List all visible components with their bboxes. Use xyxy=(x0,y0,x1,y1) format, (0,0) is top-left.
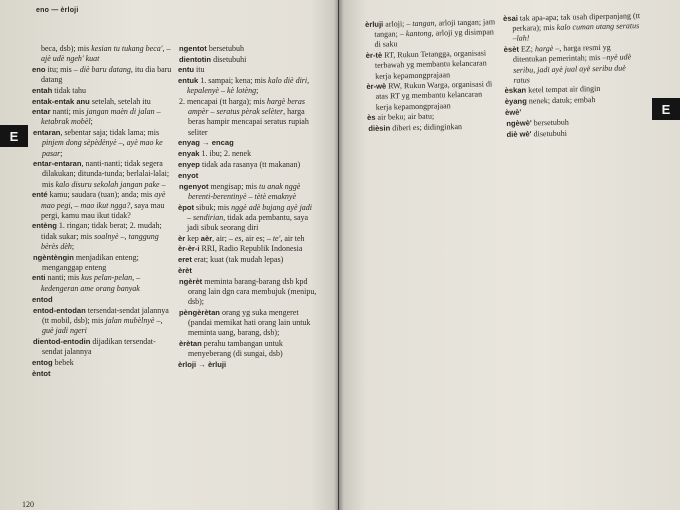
running-head: eno — èrloji xyxy=(36,7,79,14)
dictionary-entry: entèng 1. ringan; tidak berat; 2. mudah; tidak sukar; mis soalnyè –, tanggung bèrès dèh; xyxy=(32,221,162,251)
dictionary-entry: beca, dsb); mis kesian tu tukang beca', – ajè udè ngeh' kuat xyxy=(41,44,171,64)
section-tab-right xyxy=(652,98,680,120)
dictionary-entry: èwè' xyxy=(504,107,522,118)
dictionary-subentry: ngenyot mengisap; mis tu anak nggè berenti-berentinyè – tètè emaknyè xyxy=(179,181,301,201)
section-letter: E xyxy=(9,128,19,144)
dictionary-subentry: 2. mencapai (tt harga); mis hargè beras ampèr – seratus pèrak selèter, harga beras hampir mencapai seratus rupiah seliter xyxy=(179,97,309,137)
dictionary-entry: èrluji arloji; – tangan, arloji tangan; jam tangan; – kantong, arloji yg disimpan di saku xyxy=(365,17,496,50)
dictionary-subentry: ngèwè' bersetubuh xyxy=(506,117,569,128)
column-left-1 xyxy=(32,44,172,380)
dictionary-subentry: diè wè' disetubuhi xyxy=(506,128,567,139)
section-letter-right: E xyxy=(661,101,671,117)
dictionary-entry: enyag → encag xyxy=(178,138,234,148)
dictionary-subentry: dientod-entodin dijadikan tersendat-sendat jalannya xyxy=(33,336,156,356)
dictionary-entry: enyep tidak ada rasanya (tt makanan) xyxy=(178,159,301,169)
dictionary-entry: èyang nenek; datuk; embah xyxy=(504,95,596,107)
dictionary-entry: enyot xyxy=(178,170,199,180)
dictionary-entry: eno itu; mis – diè baru datang, itu dia baru datang xyxy=(32,64,172,85)
dictionary-entry: èpot sibuk; mis nggè adè bujang ayè jadi – sendirian, tidak ada pembantu, saya jadi sibuk seorang diri xyxy=(178,202,313,232)
column-left-2 xyxy=(178,44,318,371)
left-page xyxy=(0,0,338,510)
page-number: 120 xyxy=(22,500,34,509)
dictionary-entry: èr-èr-i RRI, Radio Republik Indonesia xyxy=(178,244,303,254)
dictionary-subentry: dientotin disetubuhi xyxy=(179,54,247,64)
column-right-2 xyxy=(503,11,646,140)
dictionary-entry: entah tidak tahu xyxy=(32,85,87,95)
dictionary-entry: entu itu xyxy=(178,65,205,75)
dictionary-entry: èr-wè RW, Rukun Warga, organisasi di atas RT yg membantu kelancaran kerja kepamongprajaan xyxy=(366,79,493,112)
dictionary-entry: eret erat; kuat (tak mudah lepas) xyxy=(178,255,284,265)
dictionary-entry: èrèt xyxy=(178,266,192,276)
dictionary-entry: èntot xyxy=(32,368,51,378)
dictionary-entry: èsèt EZ; hargè –, harga resmi yg ditentukan pemerintah; mis –nyè udè seribu, jadi ayè jual ayè seribu duè ratus xyxy=(503,42,632,85)
dictionary-entry: èr kep aèr, air; – es, air es; – te', air teh xyxy=(178,233,305,243)
column-right-1 xyxy=(365,17,499,134)
book-gutter xyxy=(334,0,344,510)
dictionary-entry: enté kamu; saudara (tuan); anda; mis ayè mao pegi, – mao ikut ngga?, saya mau pergi, kamu mau ikut tidak? xyxy=(32,190,166,220)
dictionary-subentry: dièsin diberi es; didinginkan xyxy=(368,122,463,133)
dictionary-entry: enyak 1. ibu; 2. nenek xyxy=(178,149,252,159)
dictionary-entry: entod xyxy=(32,294,53,304)
dictionary-subentry: èrètan perahu tambangan untuk menyeberang (di sungai, dsb) xyxy=(179,339,283,359)
dictionary-subentry: pèngèrètan orang yg suka mengeret (pandai memikat hati orang lain untuk meminta uang, barang, dsb); xyxy=(179,308,311,338)
dictionary-entry: ès air beku; air batu; xyxy=(366,111,435,123)
dictionary-entry: entar nanti; mis jangan maèn di jalan – ketabrak mobèl; xyxy=(32,107,161,127)
dictionary-entry: èsai tak apa-apa; tak usah diperpanjang (tt perkara); mis kalo cuman utang seratus –lah! xyxy=(503,11,641,44)
dictionary-subentry: entaran, sebentar saja; tidak lama; mis pinjem dong sèpèdènyè –, ayè mao ke pasar; xyxy=(33,128,163,158)
dictionary-entry: èskan ketel tempat air dingin xyxy=(504,84,601,96)
dictionary-subentry: ngèrèt meminta barang-barang dsb kpd orang lain dgn cara membujuk (menipu, dsb); xyxy=(179,276,317,307)
dictionary-entry: entuk 1. sampai; kena; mis kalo diè diri, kepalenyè – kè lotèng; xyxy=(178,76,310,96)
dictionary-subentry: ngèntèngin menjadikan enteng; menganggap enteng xyxy=(33,252,139,272)
dictionary-entry: èr-tè RT, Rukun Tetangga, organisasi terbawah yg membantu kelancaran kerja kepamongprajaan xyxy=(365,48,487,81)
dictionary-entry: enti nanti; mis kus pelan-pelan, –kedengeran ame orang banyak xyxy=(32,273,141,293)
dictionary-subentry: entar-entaran, nanti-nanti; tidak segera dilakukan; ditunda-tunda; berlalai-lalai; mis kalo disuru sekolah jangan pake – xyxy=(33,159,170,189)
dictionary-subentry: entod-entodan tersendat-sendat jalannya (tt mobil, dsb); mis jalan mubèlnyè –, guè jadi ngeri xyxy=(33,305,169,335)
section-tab-left xyxy=(0,125,28,147)
dictionary-entry: entak-entak anu setelah, setelah itu xyxy=(32,96,151,106)
dictionary-entry: entog bebek xyxy=(32,357,74,367)
dictionary-entry: èrloji → èrluji xyxy=(178,360,227,370)
dictionary-subentry: ngentot bersetubuh xyxy=(179,44,244,53)
